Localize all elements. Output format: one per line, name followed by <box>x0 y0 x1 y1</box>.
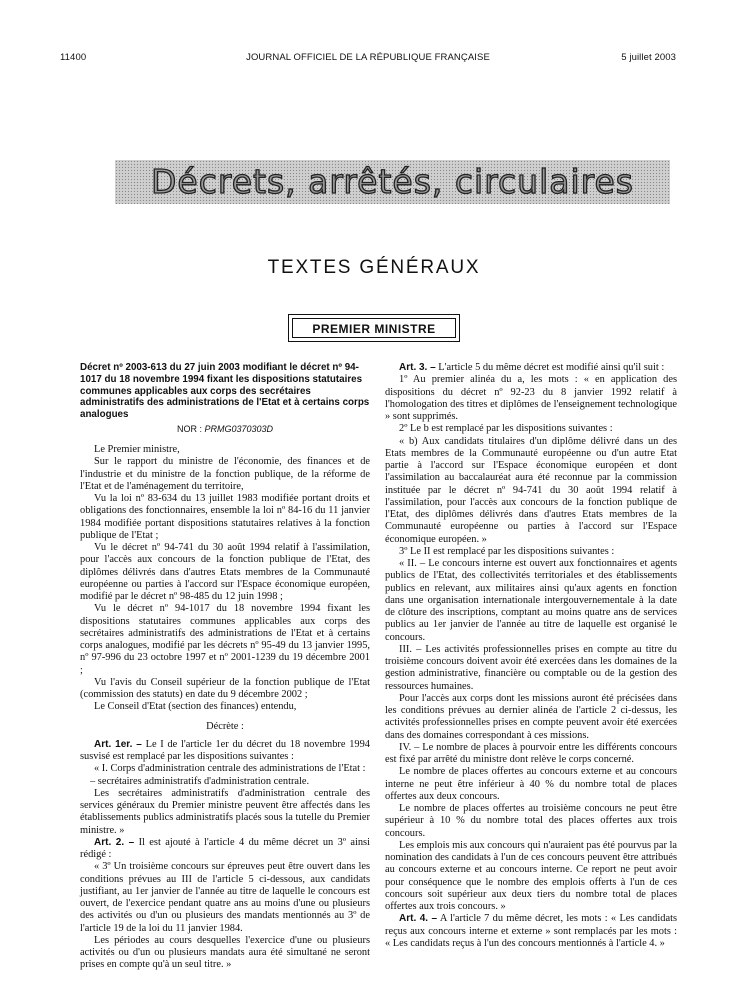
left-column <box>80 362 370 972</box>
article-4 <box>385 913 677 950</box>
banner-title: Décrets, arrêtés, circulaires <box>151 162 634 201</box>
paragraph: Vu le décret nº 94-741 du 30 août 1994 relatif à l'assimilation, pour l'accès aux concours de la fonction publique de l'Etat, des diplômes délivrés dans d'autres Etats membres de la Communauté européenne ou parties à l'accord sur l'Espace économique européen, modifié par le décret nº 98-485 du 12 juin 1998 ; <box>80 542 370 603</box>
article-text: Il est ajouté à l'article 4 du même décret un 3º ainsi rédigé : <box>80 836 370 861</box>
paragraph: 3º Le II est remplacé par les dispositions suivantes : <box>399 545 615 557</box>
paragraph: « b) Aux candidats titulaires d'un diplôme délivré dans un des Etats membres de la Communauté européenne ou d'un autre Etat partie à l'accord sur l'Espace économique européen et dont l'assimilation au baccalauréat aura été reconnue par la commission instituée par le décret nº 94-741 du 30 août 1994 relatif à l'assimilation, pour l'accès aux concours de la fonction publique de l'Etat, des diplômes délivrés dans d'autres Etats membres de la Communauté européenne ou parties à l'accord sur l'Espace économique européen. » <box>385 435 677 545</box>
paragraph: « I. Corps d'administration centrale des administrations de l'Etat : <box>94 763 366 775</box>
nor-reference <box>80 423 370 435</box>
paragraph: III. – Les activités professionnelles prises en compte au titre du troisième concours doivent avoir été exercées dans les domaines de la gestion administrative, financière ou comptable ou de la gestion des ressources humaines. <box>385 643 677 692</box>
paragraph: Les périodes au cours desquelles l'exercice d'une ou plusieurs activités ou d'un ou plusieurs mandats aura été simultané ne seront prises en compte qu'à un seul titre. » <box>80 934 370 971</box>
paragraph: « II. – Le concours interne est ouvert aux fonctionnaires et agents publics de l'Etat, des collectivités territoriales et des établissements publics en relevant, aux militaires ainsi qu'aux agents en fonction dans une organisation internationale intergouvernementale à la date de clôture des inscriptions, comptant au moins quatre ans de services publics au 1er janvier de l'année au titre de laquelle est organisé le concours. <box>385 558 677 643</box>
paragraph: Les emplois mis aux concours qui n'auraient pas été pourvus par la nomination des candidats à l'un de ces concours peuvent être attribués au concours externe et au concours interne. Ce report ne peut avoir pour conséquence que le nombre des emplois offerts à l'un de ces concours soit supérieur aux deux tiers du nombre total de places offertes aux trois concours. » <box>385 839 678 912</box>
paragraph: « 3º Un troisième concours sur épreuves peut être ouvert dans les conditions prévues au III de l'article 5 ci-dessous, aux candidats justifiant, au 1er janvier de l'année au titre de laquelle le concours est ouvert, de l'exercice pendant quatre ans au moins d'une ou plusieurs des activités ou d'un ou plusieurs des mandats mentionnés au 3º de l'article 19 de la loi du 11 janvier 1984. <box>80 861 370 934</box>
page-number: 11400 <box>60 52 87 63</box>
ministry-box <box>288 314 460 342</box>
paragraph: 2º Le b est remplacé par les dispositions suivantes : <box>399 423 613 435</box>
article-label: Art. 4. – <box>399 913 438 925</box>
section-title: TEXTES GÉNÉRAUX <box>267 257 481 278</box>
paragraph: Pour l'accès aux corps dont les missions auront été précisées dans les conditions prévues au dernier alinéa de l'article 2 ci-dessus, les activités professionnelles prises en compte peuvent avoir été exercées dans des domaines correspondant à ces missions. <box>385 692 677 741</box>
paragraph: Le Premier ministre, <box>94 444 180 456</box>
nor-code: PRMG0370303D <box>204 423 274 434</box>
article-2 <box>80 837 370 862</box>
article-text: A l'article 7 du même décret, les mots : « Les candidats reçus aux concours interne et externe » sont remplacés par les mots : « Les candidats reçus à l'un des concours mentionnés à l'article 4. » <box>385 913 677 949</box>
ministry-label: PREMIER MINISTRE <box>292 318 456 338</box>
paragraph: Le Conseil d'Etat (section des finances) entendu, <box>94 701 297 713</box>
paragraph: Les secrétaires administratifs d'administration centrale des services généraux du Premier ministre peuvent être affectés dans les établissements publics administratifs placés sous la tutelle du Premier ministre. » <box>80 787 370 836</box>
paragraph: Vu l'avis du Conseil supérieur de la fonction publique de l'Etat (commission des statuts) en date du 9 décembre 2002 ; <box>80 676 370 701</box>
decree-title: Décret nº 2003-613 du 27 juin 2003 modifiant le décret nº 94-1017 du 18 novembre 1994 fixant les dispositions statutaires communes applicables aux corps des secrétaires administratifs des administrations de l'Etat et à certains corps analogues <box>80 362 370 421</box>
article-3 <box>385 362 677 374</box>
paragraph: 1º Au premier alinéa du a, les mots : « en application des dispositions du décret nº 92-23 du 8 janvier 1992 relatif à l'homologation des titres et diplômes de l'enseignement technologique » sont supprimés. <box>385 374 677 422</box>
right-column <box>385 362 677 950</box>
article-label: Art. 1er. – <box>94 738 142 750</box>
publication-date: 5 juillet 2003 <box>621 52 676 63</box>
paragraph: Vu le décret nº 94-1017 du 18 novembre 1994 fixant les dispositions statutaires communes applicables aux corps des secrétaires administratifs des administrations de l'Etat et à certains corps analogues, modifié par les décrets nº 95-49 du 13 janvier 1995, nº 97-996 du 23 octobre 1997 et nº 2001-1239 du 19 décembre 2001 ; <box>80 603 370 676</box>
article-label: Art. 3. – <box>399 362 436 373</box>
article-label: Art. 2. – <box>94 836 135 848</box>
page-header <box>60 52 676 66</box>
article-1 <box>80 739 370 764</box>
article-text: L'article 5 du même décret est modifié ainsi qu'il suit : <box>438 362 665 373</box>
section-banner <box>115 160 670 204</box>
journal-title: JOURNAL OFFICIEL DE LA RÉPUBLIQUE FRANÇAISE <box>246 52 490 63</box>
paragraph: Le nombre de places offertes au troisième concours ne peut être supérieur à 10 % du nombre total des places offertes aux trois concours. <box>385 803 677 839</box>
paragraph: Vu la loi nº 83-634 du 13 juillet 1983 modifiée portant droits et obligations des fonctionnaires, ensemble la loi nº 84-16 du 11 janvier 1984 modifiée portant dispositions statutaires relatives à la fonction publique de l'Etat ; <box>80 493 370 541</box>
paragraph: Le nombre de places offertes au concours externe et au concours interne ne peut être inférieur à 40 % du nombre total de places offertes aux deux concours. <box>385 766 677 802</box>
paragraph: IV. – Le nombre de places à pourvoir entre les différents concours est fixé par arrêté du ministre dont relève le corps concerné. <box>385 741 677 765</box>
decrete-heading: Décrète : <box>206 720 244 732</box>
article-text: Le I de l'article 1er du décret du 18 novembre 1994 susvisé est remplacé par les dispositions suivantes : <box>80 738 370 763</box>
paragraph: Sur le rapport du ministre de l'économie, des finances et de l'industrie et du ministre de la fonction publique, de la réforme de l'Etat et de l'aménagement du territoire, <box>80 456 370 492</box>
nor-label: NOR : <box>176 423 202 434</box>
list-item: – secrétaires administratifs d'administration centrale. <box>90 775 310 787</box>
